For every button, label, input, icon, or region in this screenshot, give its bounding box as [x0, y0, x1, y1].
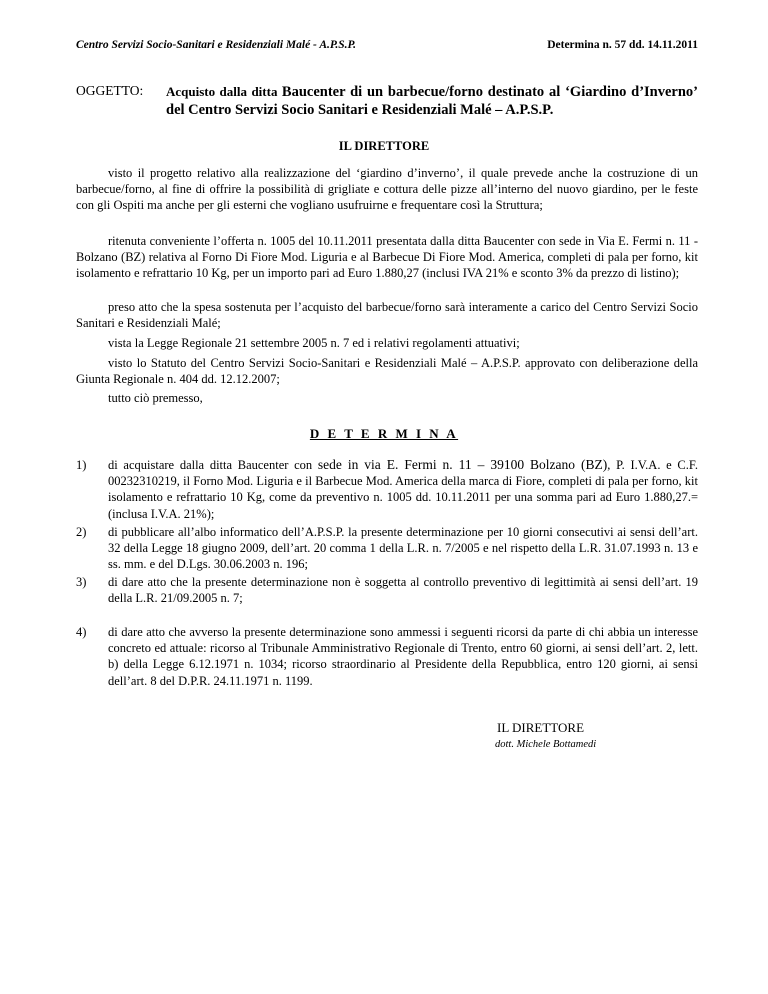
- subject-text-rest: Baucenter di un barbecue/forno destinato al ‘Giardino d’Inverno’ del Centro Servizi Socio Sanitari e Residenziali Malé – A.P.S.P.: [166, 84, 699, 118]
- signature-title: IL DIRETTORE: [497, 720, 585, 735]
- item-number: 3): [76, 575, 87, 589]
- subject-label: OGGETTO:: [76, 83, 144, 98]
- director-heading: IL DIRETTORE: [338, 139, 430, 153]
- item-number: 2): [76, 525, 87, 539]
- item-text-part-a: di acquistare dalla ditta Baucenter con: [108, 458, 318, 472]
- header-institution: Centro Servizi Socio-Sanitari e Residenziali Malé - A.P.S.P.: [76, 39, 356, 51]
- paragraph-spesa: preso atto che la spesa sostenuta per l’acquisto del barbecue/forno sarà interamente a carico del Centro Servizi Socio Sanitari e Residenziali Malé;: [76, 300, 698, 331]
- item-text: di dare atto che avverso la presente determinazione sono ammessi i seguenti ricorsi da parte di chi abbia un interesse concreto ed attuale: ricorso al Tribunale Amministrativo Regionale di Trento, entro 60 giorni, ai sensi dell’art. 2, lett. b) della Legge 6.12.1971 n. 1034; ricorso straordinario al Presidente della Repubblica, entro 120 giorni, ai sensi dell’art. 8 del D.P.R. 24.11.1971 n. 1199.: [108, 625, 698, 688]
- paragraph-premesso: tutto ciò premesso,: [108, 391, 203, 405]
- decision-item-4: [76, 624, 698, 689]
- signature-name: dott. Michele Bottamedi: [495, 739, 597, 750]
- paragraph-progetto: visto il progetto relativo alla realizzazione del ‘giardino d’inverno’, il quale prevede anche la costruzione di un barbecue/forno, al fine di offrire la possibilità di grigliate e cottura delle pizze all’interno del nuovo giardino, per le feste con gli Ospiti ma anche per gli esterni che vogliano usufruirne e frequentare così la Struttura;: [76, 166, 698, 213]
- paragraph-legge: vista la Legge Regionale 21 settembre 2005 n. 7 ed i relativi regolamenti attuativi;: [108, 336, 520, 350]
- decision-item-2: [76, 524, 698, 573]
- item-text: [108, 457, 698, 522]
- item-text-part-c: , P. I.V.A. e C.F. 00232310219, il Forno Mod. Liguria e il Barbecue Mod. America della marca di Fiore, completi di pala per forno, kit isolamento e refrattario 10 Kg, come da preventivo n. 1005 dd. 10.11.2011 per una somma pari ad Euro 1.880,27.= (inclusa I.V.A. 21%);: [108, 458, 698, 521]
- decision-item-3: [76, 574, 698, 606]
- paragraph-offerta: ritenuta conveniente l’offerta n. 1005 del 10.11.2011 presentata dalla ditta Baucenter con sede in Via E. Fermi n. 11 - Bolzano (BZ) relativa al Forno Di Fiore Mod. Liguria e al Barbecue Di Fiore Mod. America, completi di pala per forno, kit isolamento e refrattario 10 Kg, per un importo pari ad Euro 1.880,27 (inclusi IVA 21% e sconto 3% da prezzo di listino);: [76, 234, 698, 281]
- subject-block: [76, 83, 698, 119]
- item-text-part-b: sede in via E. Fermi n. 11 – 39100 Bolzano (BZ): [317, 457, 608, 472]
- subject-text: [166, 83, 698, 119]
- subject-text-start: Acquisto dalla ditta: [166, 84, 282, 99]
- determina-heading: D E T E R M I N A: [309, 426, 459, 441]
- decision-item-1: [76, 457, 698, 522]
- header-determina-number: Determina n. 57 dd. 14.11.2011: [547, 39, 698, 51]
- item-text: di pubblicare all’albo informatico dell’A.P.S.P. la presente determinazione per 10 giorni consecutivi ai sensi dell’art. 32 della Legge 18 giugno 2009, dell’art. 20 comma 1 della L.R. n. 7/2005 e nel rispetto della L.R. 31.07.1993 n. 13 e ss. mm. e del D.Lgs. 30.06.2003 n. 196;: [108, 525, 698, 572]
- item-number: 1): [76, 458, 87, 472]
- paragraph-statuto: visto lo Statuto del Centro Servizi Socio-Sanitari e Residenziali Malé – A.P.S.P. approvato con deliberazione della Giunta Regionale n. 404 dd. 12.12.2007;: [76, 356, 698, 387]
- item-number: 4): [76, 625, 87, 639]
- item-text: di dare atto che la presente determinazione non è soggetta al controllo preventivo di legittimità ai sensi dell’art. 19 della L.R. 21/09.2005 n. 7;: [108, 575, 698, 606]
